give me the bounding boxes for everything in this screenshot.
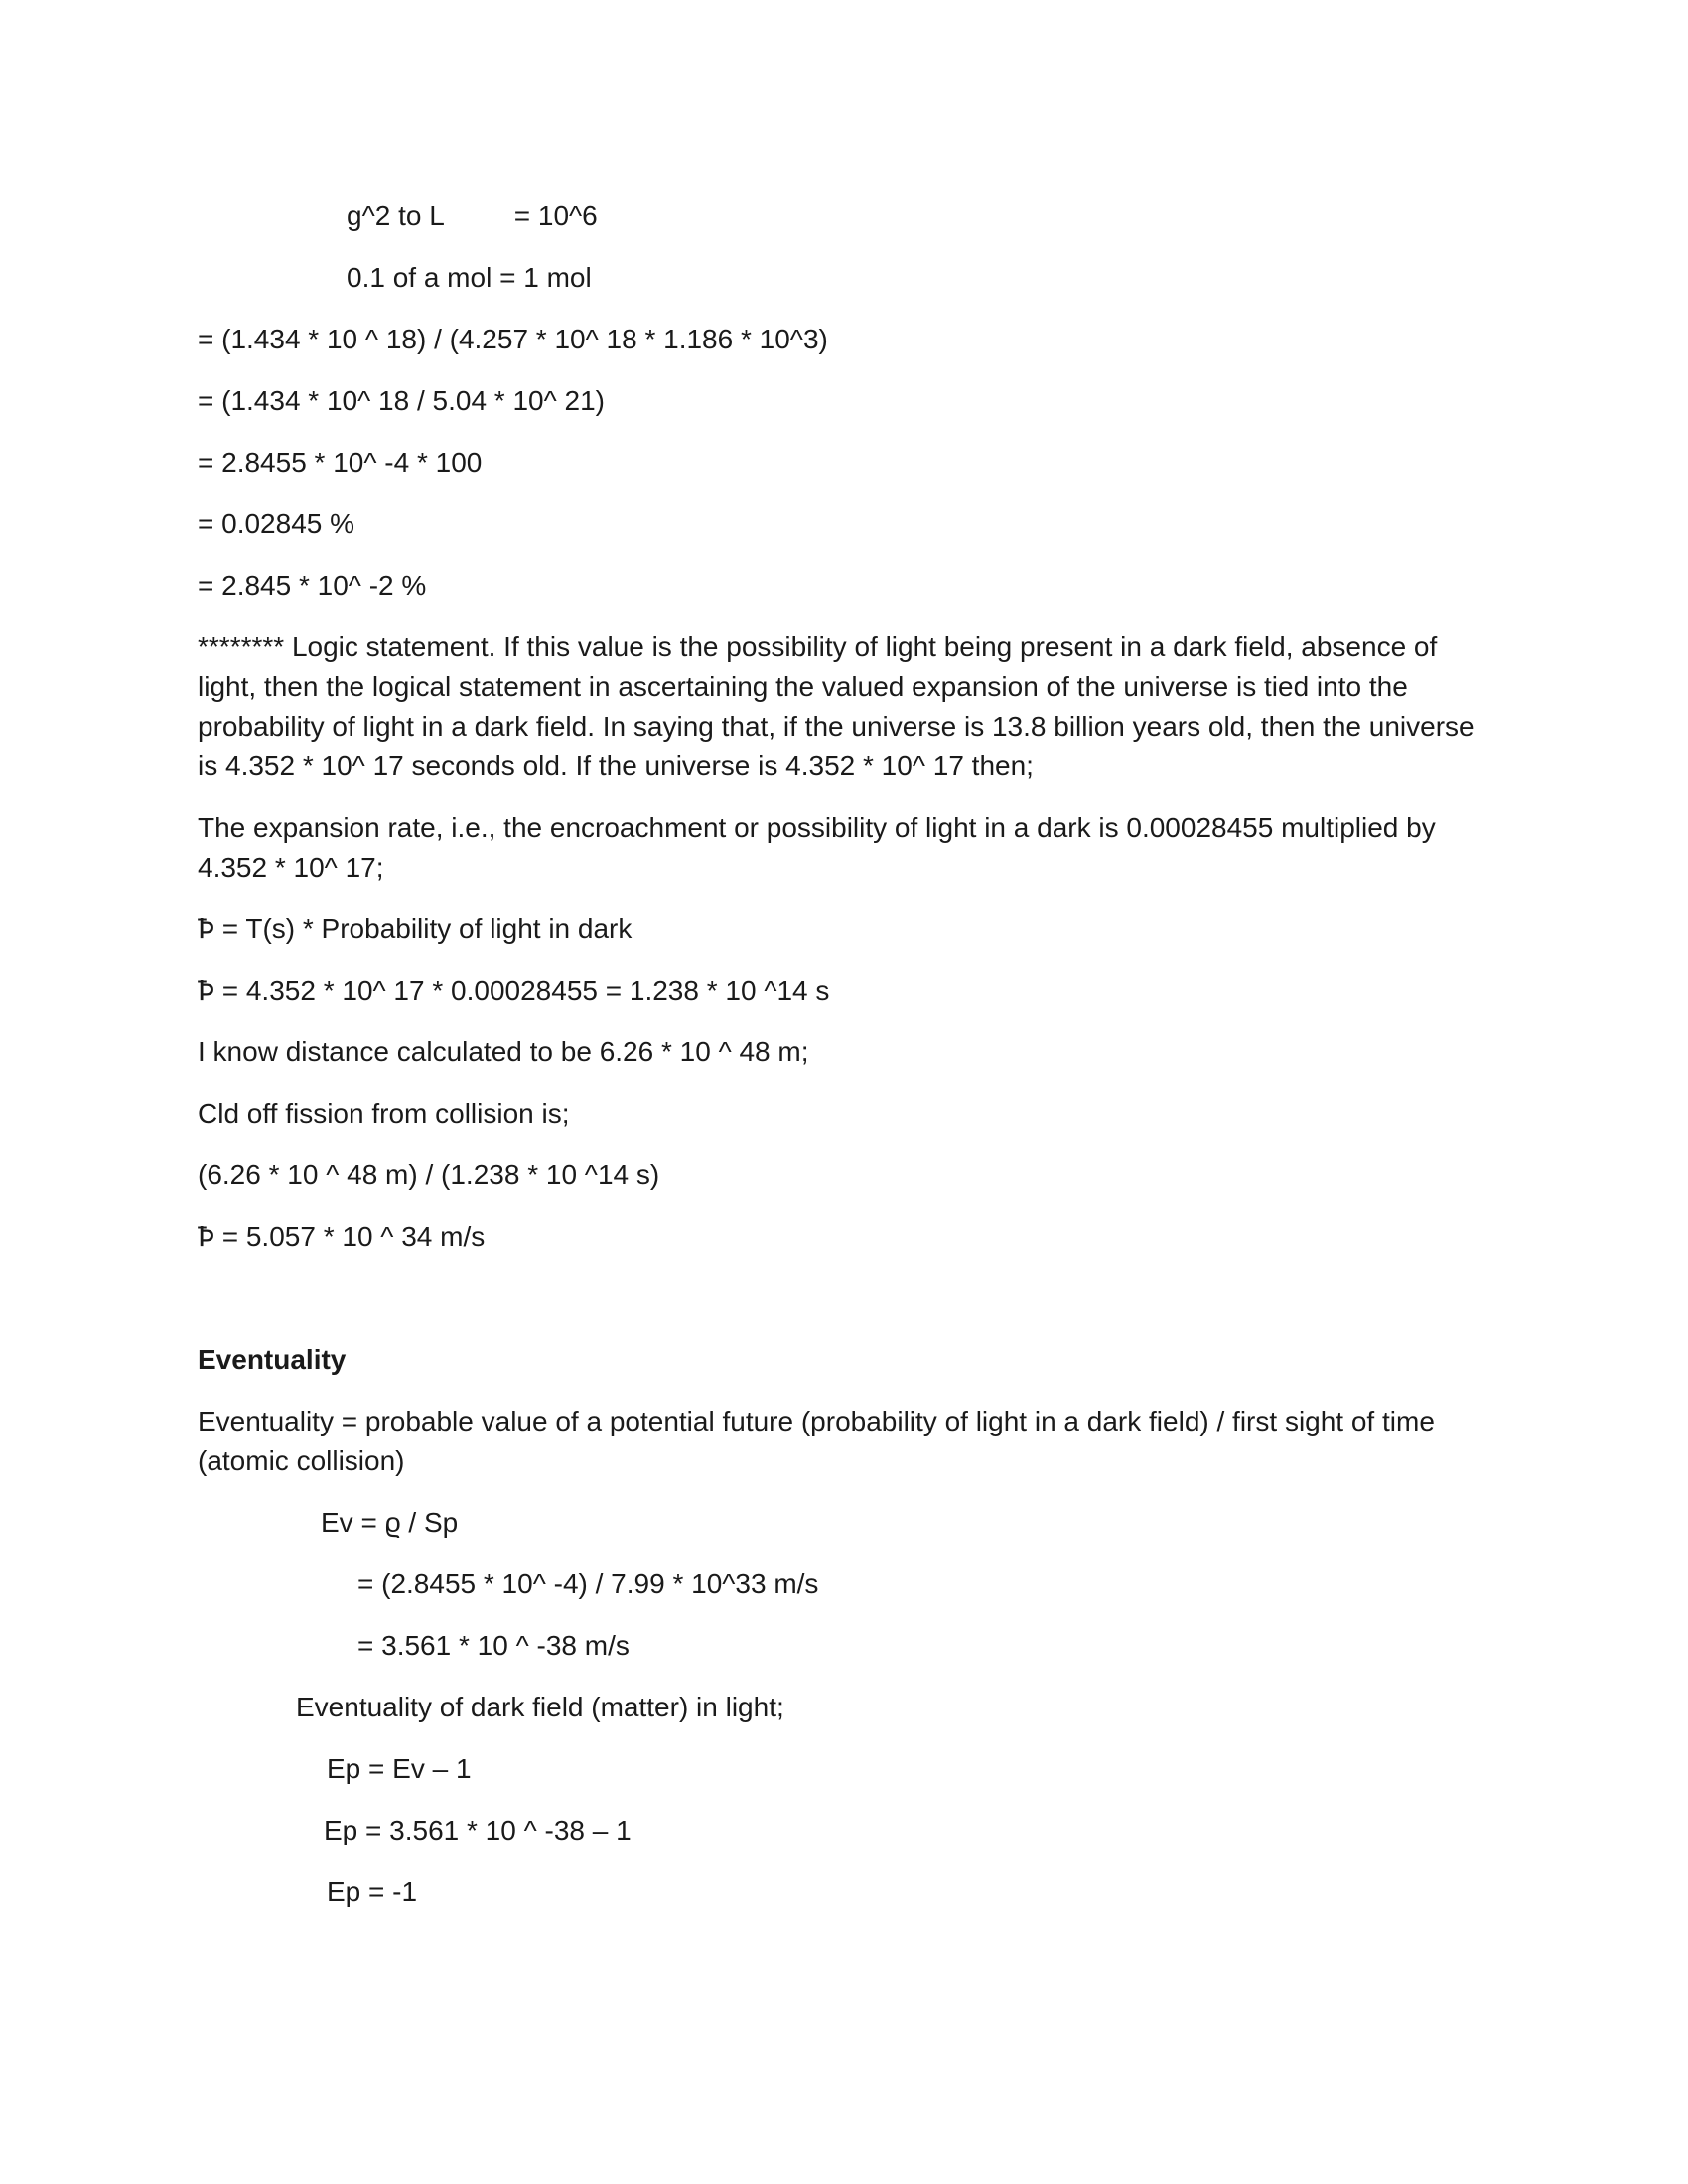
- text-line: = (1.434 * 10 ^ 18) / (4.257 * 10^ 18 * 1.186 * 10^3): [198, 324, 828, 354]
- text-segment: g^2 to L: [347, 201, 445, 231]
- text-line: Ev = ϱ / Sp: [321, 1507, 459, 1538]
- text-line: = 2.845 * 10^ -2 %: [198, 570, 427, 601]
- text-line: Ep = 3.561 * 10 ^ -38 – 1: [324, 1815, 632, 1845]
- text-segment: = 10^6: [513, 201, 598, 231]
- text-line: = (1.434 * 10^ 18 / 5.04 * 10^ 21): [198, 385, 606, 416]
- text-line: [347, 197, 598, 236]
- text-line: = 0.02845 %: [198, 508, 355, 539]
- text-line: Ꝥ = T(s) * Probability of light in dark: [198, 913, 633, 944]
- text-line: = (2.8455 * 10^ -4) / 7.99 * 10^33 m/s: [357, 1569, 819, 1599]
- text-line: Ꝥ = 5.057 * 10 ^ 34 m/s: [198, 1221, 486, 1252]
- text-line: (6.26 * 10 ^ 48 m) / (1.238 * 10 ^14 s): [198, 1160, 660, 1190]
- text-line: = 2.8455 * 10^ -4 * 100: [198, 447, 483, 478]
- text-line: Eventuality of dark field (matter) in light;: [296, 1692, 784, 1722]
- text-line: Cld off fission from collision is;: [198, 1098, 570, 1129]
- text-line: = 3.561 * 10 ^ -38 m/s: [357, 1630, 630, 1661]
- text-line: Ꝥ = 4.352 * 10^ 17 * 0.00028455 = 1.238 * 10 ^14 s: [198, 975, 830, 1006]
- text-line: 0.1 of a mol = 1 mol: [347, 262, 592, 293]
- text-line: Ep = Ev – 1: [327, 1753, 472, 1784]
- expansion-rate-paragraph: The expansion rate, i.e., the encroachment or possibility of light in a dark is 0.00028455 multiplied by 4.352 * 10^ 17;: [198, 812, 1436, 883]
- section-heading: Eventuality: [198, 1344, 347, 1375]
- logic-statement-paragraph: ******** Logic statement. If this value is the possibility of light being present in a dark field, absence of light, then the logical statement in ascertaining the valued expansion of the universe is tied into the probability of light in a dark field. In saying that, if the universe is 13.8 billion years old, then the universe is 4.352 * 10^ 17 seconds old. If the universe is 4.352 * 10^ 17 then;: [198, 631, 1475, 781]
- text-line: I know distance calculated to be 6.26 * 10 ^ 48 m;: [198, 1036, 809, 1067]
- text-line: Ep = -1: [327, 1876, 418, 1907]
- eventuality-definition-paragraph: Eventuality = probable value of a potential future (probability of light in a dark field) / first sight of time (atomic collision): [198, 1406, 1435, 1476]
